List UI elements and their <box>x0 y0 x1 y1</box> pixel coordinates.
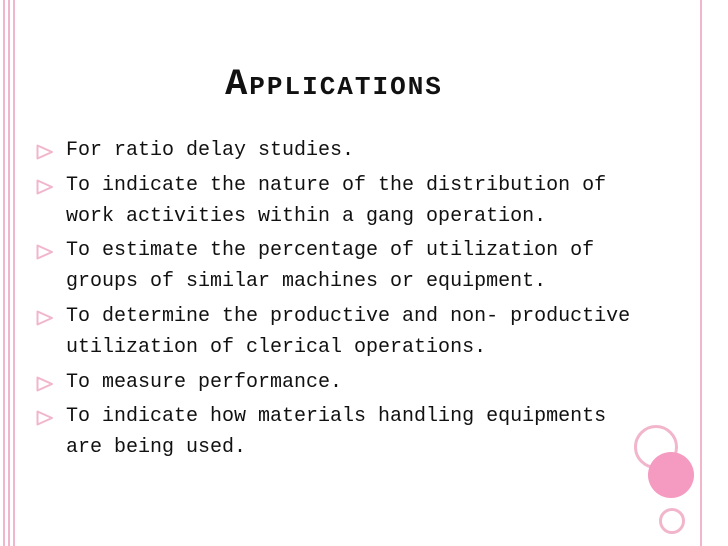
decorative-pink-circle <box>648 452 694 498</box>
hollow-arrow-bullet-icon <box>36 376 54 392</box>
slide-title: Applications <box>225 64 443 106</box>
decorative-small-ring-circle <box>659 508 685 534</box>
bullet-text: For ratio delay studies. <box>66 139 355 162</box>
hollow-arrow-bullet-icon <box>36 310 54 326</box>
hollow-arrow-bullet-icon <box>36 179 54 195</box>
bullet-text: To indicate the nature of the distribution of work activities within a gang operation. <box>66 173 607 228</box>
list-item <box>36 302 636 364</box>
bullet-list <box>36 136 636 468</box>
hollow-arrow-bullet-icon <box>36 410 54 426</box>
right-decorative-rule <box>700 0 702 546</box>
list-item <box>36 136 636 167</box>
bullet-text: To indicate how materials handling equipments are being used. <box>66 405 607 460</box>
hollow-arrow-bullet-icon <box>36 144 54 160</box>
list-item <box>36 171 636 233</box>
list-item <box>36 236 636 298</box>
list-item <box>36 402 636 464</box>
bullet-text: To determine the productive and non- productive utilization of clerical operations. <box>66 304 631 359</box>
bullet-text: To measure performance. <box>66 370 343 394</box>
bullet-text: To estimate the percentage of utilization of groups of similar machines or equipment. <box>66 239 595 294</box>
list-item <box>36 368 636 399</box>
hollow-arrow-bullet-icon <box>36 244 54 260</box>
